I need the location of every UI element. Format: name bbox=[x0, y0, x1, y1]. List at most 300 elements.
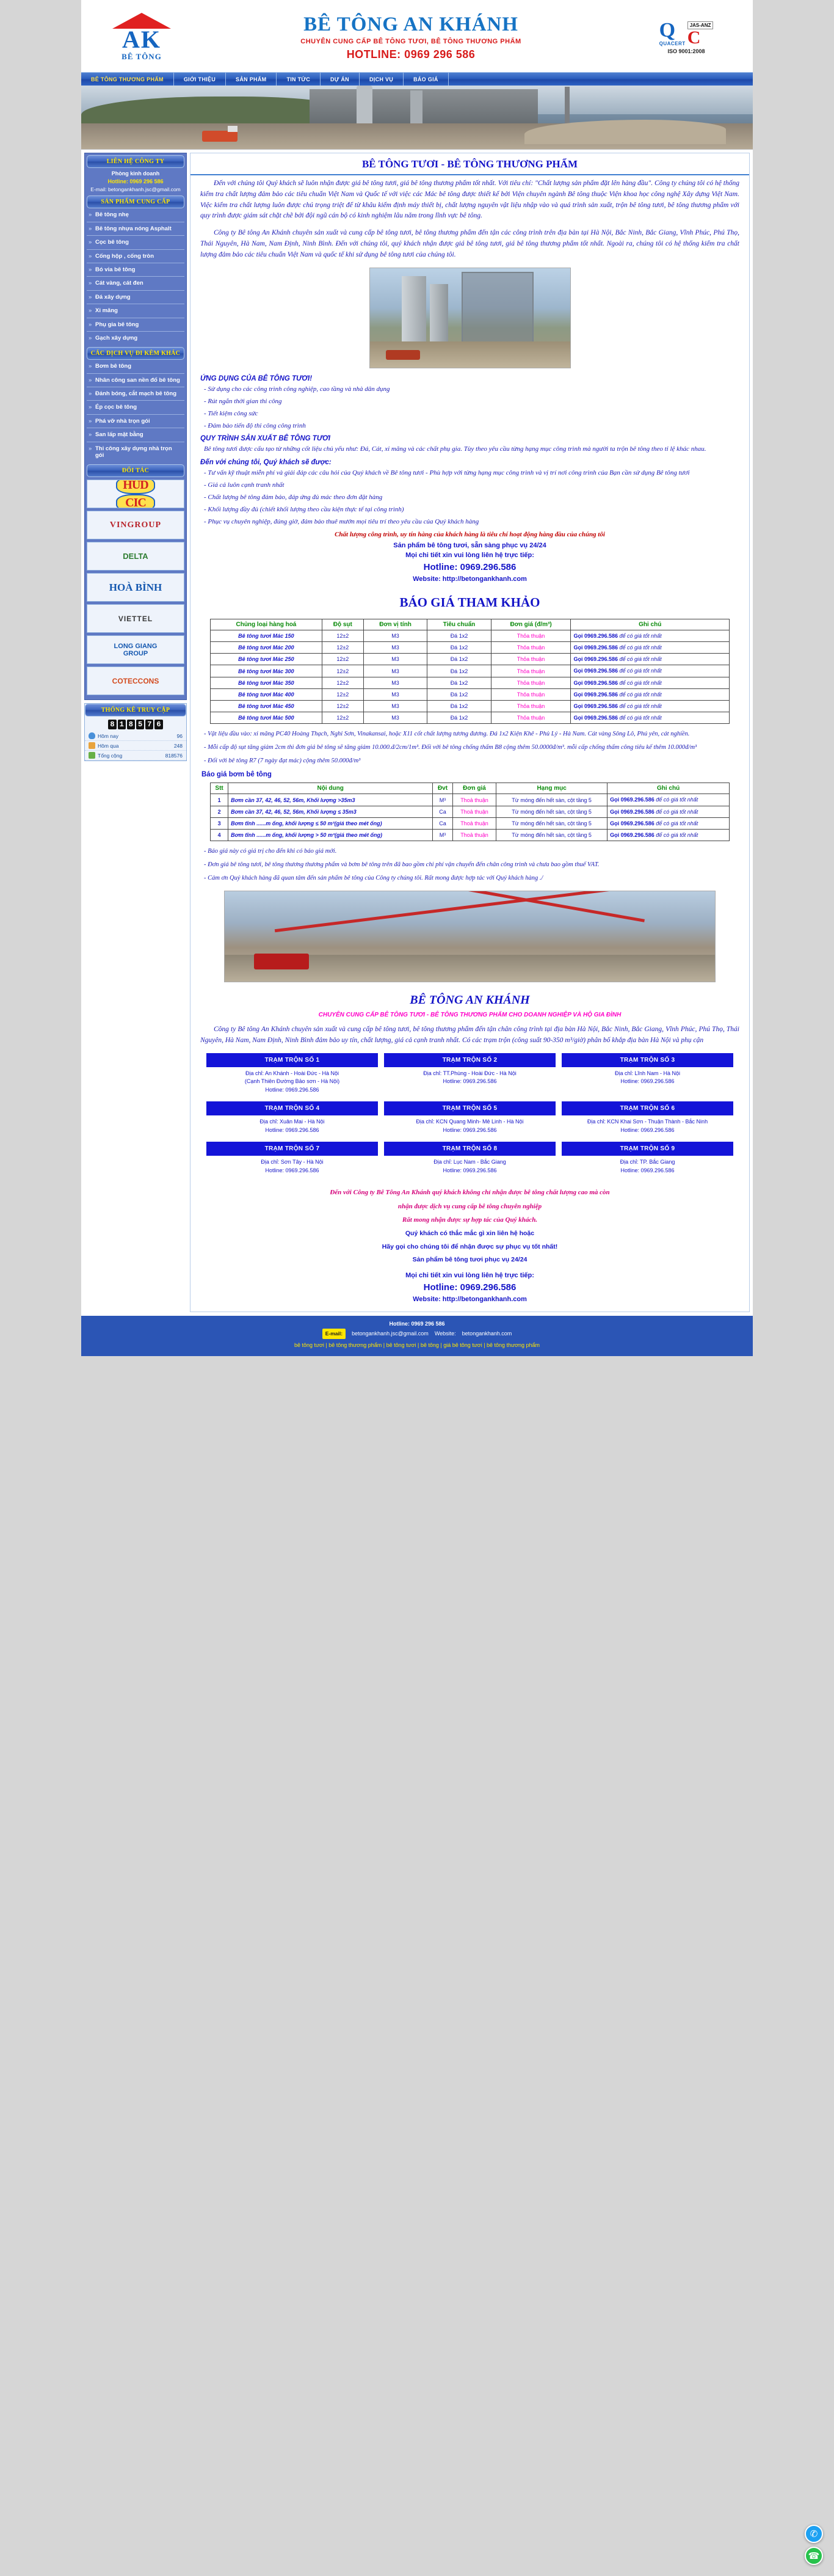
station-hotline-1[interactable]: Hotline: 0969.296.586 bbox=[443, 1078, 497, 1085]
station-info-8 bbox=[562, 1156, 733, 1180]
sidebar-service-item-6 bbox=[87, 442, 184, 462]
price-cell-note-0: Gọi 0969.296.586 để có giá tốt nhất bbox=[571, 630, 730, 642]
price-note-phone-7[interactable]: Gọi 0969.296.586 bbox=[573, 715, 618, 721]
partner-name-1 bbox=[110, 520, 161, 530]
pump-table-title: Báo giá bơm bê tông bbox=[201, 771, 272, 779]
station-hotline-8[interactable]: Hotline: 0969.296.586 bbox=[620, 1167, 675, 1173]
price-cell-name-7: Bê tông tươi Mác 500 bbox=[211, 712, 322, 724]
footer-keyword-links[interactable]: bê tông tươi | bê tông thương phẩm | bê tông tươi | bê tông | giá bê tông tươi | bê tông thương phẩm bbox=[294, 1341, 540, 1348]
price-note-0: - Vật liệu đầu vào: xi măng PC40 Hoàng Thạch, Nghi Sơn, Vinakansai, hoặc X11 cốt chất lượng tương đương. Đá 1x2 Kiện Khê - Phủ Lý - Hà Nam. Cát vàng Sông Lô, Phú yên, cát nghiền. bbox=[204, 731, 690, 738]
pump-cell-price-1: Thoả thuận bbox=[452, 806, 496, 817]
price-col-0: Chủng loại hàng hoá bbox=[211, 619, 322, 630]
footer-website-tag: Website: bbox=[434, 1330, 456, 1337]
pump-cell-price-3: Thoả thuận bbox=[452, 829, 496, 841]
price-cell-note-3: Gọi 0969.296.586 để có giá tốt nhất bbox=[571, 665, 730, 677]
stat-row-1 bbox=[85, 741, 186, 751]
pump-table-header-row bbox=[211, 783, 730, 794]
sidebar-product-item-9 bbox=[87, 332, 184, 345]
sidebar-product-link-6[interactable]: » Đá xây dựng bbox=[87, 291, 184, 304]
table-row bbox=[211, 665, 730, 677]
counter-digit-5: 6 bbox=[154, 720, 162, 729]
nav-filler bbox=[449, 73, 753, 86]
station-hotline-7[interactable]: Hotline: 0969.296.586 bbox=[443, 1167, 497, 1173]
table-row bbox=[211, 642, 730, 654]
price-cell-standard-2: Đá 1x2 bbox=[427, 654, 491, 665]
station-address-3: Địa chỉ: Xuân Mai - Hà Nội bbox=[259, 1118, 325, 1125]
pump-table-notes bbox=[190, 845, 749, 885]
table-row bbox=[211, 712, 730, 724]
price-cell-price-5: Thỏa thuận bbox=[491, 688, 571, 700]
batching-plant-photo bbox=[369, 268, 571, 368]
partner-label-4: VIETTEL bbox=[118, 614, 153, 623]
nav-item-4[interactable]: DỰ ÁN bbox=[321, 73, 360, 86]
main-hotline-1[interactable]: Hotline: 0969.296.586 bbox=[423, 562, 517, 573]
station-info-5 bbox=[562, 1115, 733, 1139]
footer-hotline[interactable]: Hotline: 0969 296 586 bbox=[389, 1321, 445, 1327]
sidebar-product-item-7 bbox=[87, 304, 184, 318]
company-logo[interactable] bbox=[90, 13, 194, 62]
process-text: Bê tông tươi được cấu tạo từ những cốt liệu chủ yếu như: Đá, Cát, xi măng và các chất phụ gia. Tùy theo yêu cầu từng hạng mục công trình mà người ta trộn bê tông theo tỉ lệ khác nhau. bbox=[204, 445, 706, 453]
station-button-7[interactable]: TRẠM TRỘN SỐ 8 bbox=[384, 1142, 556, 1156]
price-cell-standard-3: Đá 1x2 bbox=[427, 665, 491, 677]
price-cell-unit-0: M3 bbox=[363, 630, 427, 642]
sidebar-product-item-5 bbox=[87, 277, 184, 290]
benefit-item-2: - Chất lượng bê tông đảm bảo, đáp ứng đủ mác theo đơn đặt hàng bbox=[204, 494, 383, 502]
partner-name-2 bbox=[123, 552, 148, 561]
price-cell-note-2: Gọi 0969.296.586 để có giá tốt nhất bbox=[571, 654, 730, 665]
nav-item-1[interactable]: GIỚI THIỆU bbox=[174, 73, 226, 86]
contact-email[interactable]: E-mail: betongankhanh.jsc@gmail.com bbox=[90, 186, 181, 193]
partner-label-1: VINGROUP bbox=[109, 520, 162, 530]
price-cell-slump-2: 12±2 bbox=[322, 654, 363, 665]
pump-cell-price-2: Thoả thuận bbox=[452, 817, 496, 829]
price-table-title: BÁO GIÁ THAM KHẢO bbox=[399, 595, 540, 610]
logo-subtext: BÊ TÔNG bbox=[121, 52, 162, 61]
sidebar-service-link-3[interactable]: » Ép cọc bê tông bbox=[87, 401, 184, 414]
benefit-item-4: - Phục vụ chuyên nghiệp, đúng giờ, đảm bảo thuê mướn mọi tiêu trí theo yêu cầu của Quý khách hàng bbox=[204, 518, 479, 526]
body-wrapper bbox=[81, 150, 753, 1312]
sidebar-partners-header: ĐỐI TÁC bbox=[87, 464, 184, 477]
partner-sublabel-0: CIC bbox=[116, 494, 154, 509]
sidebar-product-link-0[interactable]: » Bê tông nhẹ bbox=[87, 208, 184, 221]
sidebar-product-item-8 bbox=[87, 318, 184, 332]
station-address-6: Địa chỉ: Sơn Tây - Hà Nội bbox=[261, 1159, 324, 1166]
partner-label-3: HOÀ BÌNH bbox=[109, 581, 162, 593]
pump-cell-note-2: Gọi 0969.296.586 để có giá tốt nhất bbox=[607, 817, 730, 829]
price-cell-name-0: Bê tông tươi Mác 150 bbox=[211, 630, 322, 642]
table-row bbox=[211, 794, 730, 806]
partner-logo-4[interactable] bbox=[87, 604, 184, 633]
pump-col-0: Stt bbox=[211, 783, 228, 794]
banner-mixer-truck bbox=[202, 131, 238, 142]
sidebar-product-link-7[interactable]: » Xi măng bbox=[87, 304, 184, 317]
closing-line-2: nhận được dịch vụ cung cấp bê tông chuyên nghiệp bbox=[397, 1202, 542, 1210]
price-cell-name-3: Bê tông tươi Mác 300 bbox=[211, 665, 322, 677]
sidebar-service-link-6[interactable]: » Thi công xây dựng nhà trọn gói bbox=[87, 442, 184, 462]
site-footer bbox=[81, 1316, 753, 1356]
sidebar bbox=[84, 153, 187, 764]
price-cell-note-4: Gọi 0969.296.586 để có giá tốt nhất bbox=[571, 677, 730, 688]
table-row bbox=[211, 817, 730, 829]
price-note-phone-5[interactable]: Gọi 0969.296.586 bbox=[573, 691, 618, 698]
price-note-2: - Đối với bê tông R7 (7 ngày đạt mác) cộng thêm 50.000đ/m³ bbox=[204, 757, 361, 764]
main-navigation[interactable] bbox=[81, 72, 753, 86]
price-cell-note-7: Gọi 0969.296.586 để có giá tốt nhất bbox=[571, 712, 730, 724]
service-availability: Sản phẩm bê tông tươi, sẵn sàng phục vụ 24/24 bbox=[393, 542, 546, 550]
price-cell-standard-0: Đá 1x2 bbox=[427, 630, 491, 642]
jasanz-label: JAS-ANZ bbox=[687, 21, 714, 29]
station-button-0[interactable]: TRẠM TRỘN SỐ 1 bbox=[206, 1053, 378, 1067]
pump-table-body bbox=[211, 794, 730, 841]
sidebar-product-item-4 bbox=[87, 263, 184, 277]
nav-item-5[interactable]: DỊCH VỤ bbox=[360, 73, 404, 86]
station-info-1 bbox=[384, 1067, 556, 1091]
sidebar-products-header: SẢN PHẨM CUNG CẤP bbox=[87, 195, 184, 208]
chat-icon[interactable]: ✆ bbox=[805, 2525, 823, 2543]
price-cell-note-1: Gọi 0969.296.586 để có giá tốt nhất bbox=[571, 642, 730, 654]
sidebar-partners-list bbox=[87, 477, 184, 695]
footer-contact-row bbox=[87, 1329, 747, 1338]
price-col-3: Tiêu chuẩn bbox=[427, 619, 491, 630]
station-hotline-3[interactable]: Hotline: 0969.296.586 bbox=[265, 1126, 319, 1133]
sidebar-product-item-1 bbox=[87, 222, 184, 236]
station-cell-2 bbox=[562, 1053, 733, 1100]
table-row bbox=[211, 677, 730, 688]
iso-label: ISO 9001:2008 bbox=[667, 48, 705, 54]
concrete-pump-photo bbox=[224, 891, 716, 982]
pump-cell-stt-0: 1 bbox=[211, 794, 228, 806]
station-info-0 bbox=[206, 1067, 378, 1100]
pump-note-0: - Báo giá này có giá trị cho đến khi có báo giá mới. bbox=[204, 848, 337, 855]
price-cell-slump-0: 12±2 bbox=[322, 630, 363, 642]
price-note-phone-4[interactable]: Gọi 0969.296.586 bbox=[573, 679, 618, 686]
header-center bbox=[194, 13, 628, 61]
partner-logo-3[interactable] bbox=[87, 573, 184, 602]
quacert-logo bbox=[659, 20, 686, 46]
bottom-section-tagline: CHUYÊN CUNG CẤP BÊ TÔNG TƯƠI - BÊ TÔNG THƯƠNG PHẨM CHO DOANH NGHIỆP VÀ HỘ GIA ĐÌNH bbox=[318, 1012, 622, 1019]
sidebar-product-link-5[interactable]: » Cát vàng, cát đen bbox=[87, 277, 184, 290]
price-cell-price-7: Thỏa thuận bbox=[491, 712, 571, 724]
station-cell-0 bbox=[206, 1053, 378, 1100]
pump-cell-unit-0: M³ bbox=[433, 794, 453, 806]
mixing-stations-grid bbox=[190, 1049, 749, 1186]
stat-name-2: Tổng cộng bbox=[98, 752, 123, 759]
pump-note-1: - Đơn giá bê tông tươi, bê tông thương thương phẩm và bơm bê tông trên đã bao gồm chi phí vận chuyển đến chân công trình và chưa bao gồm thuế VAT. bbox=[204, 861, 600, 868]
counter-digit-1: 1 bbox=[118, 720, 126, 729]
pump-col-3: Đơn giá bbox=[452, 783, 496, 794]
counter-digit-4: 7 bbox=[145, 720, 153, 729]
price-cell-standard-7: Đá 1x2 bbox=[427, 712, 491, 724]
article-paragraph-1: Đến với chúng tôi Quý khách sẽ luôn nhận được giá bê tông tươi, giá bê tông thương phẩm tốt nhất. Với tiêu chí: "Chất lượng sản phẩm đặt lên hàng đầu". Công ty chúng tôi có hệ thống kiểm tra chất lượng đảm bảo các tiêu chuẩn Việt Nam và Quốc tế với việc các Mác bê tông được thiết kế bởi Viện chuyên ngành Bê tông thuộc Viện khoa học công nghệ Xây dựng Việt Nam. Việc kiểm tra chất lượng luôn được chú trọng triệt để từ khâu kiểm định máy thiết bị, chất lượng nguyên vật liệu nhập vào và quá trình sản xuất, trộn bê tông tươi, bê tông thương phẩm với quy trình được giám sát chặt chẽ bởi đội ngũ cán bộ có kinh nghiệm lâu năm trong lĩnh vực bê tông. bbox=[200, 180, 739, 220]
price-cell-unit-2: M3 bbox=[363, 654, 427, 665]
station-button-2[interactable]: TRẠM TRỘN SỐ 3 bbox=[562, 1053, 733, 1067]
price-cell-price-3: Thỏa thuận bbox=[491, 665, 571, 677]
counter-digit-2: 8 bbox=[127, 720, 135, 729]
partner-name-6 bbox=[112, 677, 159, 685]
price-cell-note-6: Gọi 0969.296.586 để có giá tốt nhất bbox=[571, 700, 730, 712]
main-website-1[interactable]: Website: http://betongankhanh.com bbox=[413, 575, 527, 583]
price-note-phone-3[interactable]: Gọi 0969.296.586 bbox=[573, 668, 618, 674]
sidebar-contact-block bbox=[84, 153, 187, 700]
price-cell-price-2: Thỏa thuận bbox=[491, 654, 571, 665]
price-cell-price-0: Thỏa thuận bbox=[491, 630, 571, 642]
footer-email-tag: E-mail: bbox=[322, 1329, 346, 1338]
pump-note-phone-3[interactable]: Gọi 0969.296.586 bbox=[610, 831, 655, 838]
stat-row-2 bbox=[85, 751, 186, 761]
pump-note-phone-1[interactable]: Gọi 0969.296.586 bbox=[610, 808, 655, 815]
partner-name-5 bbox=[114, 643, 158, 657]
price-cell-name-1: Bê tông tươi Mác 200 bbox=[211, 642, 322, 654]
price-note-phone-2[interactable]: Gọi 0969.296.586 bbox=[573, 656, 618, 663]
pump-cell-item-2: Từ móng đến hết sàn, cột tầng 5 bbox=[496, 817, 607, 829]
price-cell-price-6: Thỏa thuận bbox=[491, 700, 571, 712]
price-note-phone-6[interactable]: Gọi 0969.296.586 bbox=[573, 702, 618, 709]
pump-cell-content-3: Bơm tĩnh ......m ống, khối lượng > 50 m³(giá theo mét ống) bbox=[228, 829, 433, 841]
quality-slogan: Chất lượng công trình, uy tín hàng của khách hàng là tiêu chí hoạt động hàng đầu của chúng tôi bbox=[335, 531, 605, 539]
price-cell-name-5: Bê tông tươi Mác 400 bbox=[211, 688, 322, 700]
station-address-7: Địa chỉ: Lục Nam - Bắc Giang bbox=[433, 1159, 506, 1166]
sidebar-service-item-5 bbox=[87, 428, 184, 442]
price-note-1: - Mỗi cấp độ sụt tăng giảm 2cm thì đơn giá bê tông sẽ tăng giảm 10.000.đ/2cm/1m³. Đối với bê tông chống thấm B8 cộng thêm 50.0000đ/m³. mỗi cấp chống thấm công tiêu kế thêm 10.000đ/m³ bbox=[204, 743, 697, 751]
price-cell-price-1: Thỏa thuận bbox=[491, 642, 571, 654]
sum-icon bbox=[89, 752, 95, 759]
price-cell-unit-3: M3 bbox=[363, 665, 427, 677]
counter-digit-0: 8 bbox=[108, 720, 116, 729]
nav-item-6[interactable]: BÁO GIÁ bbox=[404, 73, 449, 86]
stat-row-0 bbox=[85, 731, 186, 741]
usage-heading: ỨNG DỤNG CỦA BÊ TÔNG TƯƠI! bbox=[200, 374, 313, 382]
sidebar-product-link-2[interactable]: » Cọc bê tông bbox=[87, 236, 184, 249]
pump-col-2: Đvt bbox=[433, 783, 453, 794]
table-row bbox=[211, 688, 730, 700]
stat-label-wrap-2 bbox=[89, 752, 122, 759]
price-table-header-row bbox=[211, 619, 730, 630]
sidebar-contact-info bbox=[87, 168, 184, 195]
header-hotline[interactable]: HOTLINE: 0969 296 586 bbox=[346, 48, 476, 61]
price-cell-unit-1: M3 bbox=[363, 642, 427, 654]
pump-col-5: Ghi chú bbox=[607, 783, 730, 794]
pump-truck bbox=[254, 954, 309, 969]
sidebar-service-link-2[interactable]: » Đánh bóng, cắt mạch bê tông bbox=[87, 387, 184, 400]
phone-icon[interactable]: ☎ bbox=[805, 2547, 823, 2565]
sidebar-product-link-9[interactable]: » Gạch xây dựng bbox=[87, 332, 184, 345]
sidebar-contact-header: LIÊN HỆ CÔNG TY bbox=[87, 155, 184, 168]
partner-logo-2[interactable] bbox=[87, 542, 184, 571]
sidebar-service-item-2 bbox=[87, 387, 184, 401]
process-heading: QUY TRÌNH SẢN XUẤT BÊ TÔNG TƯƠI bbox=[200, 435, 330, 443]
station-info-3 bbox=[206, 1115, 378, 1139]
partner-logo-5[interactable] bbox=[87, 635, 184, 664]
table-row bbox=[211, 829, 730, 841]
price-note-phone-0[interactable]: Gọi 0969.296.586 bbox=[573, 633, 618, 640]
benefit-item-0: - Tư vấn kỹ thuật miễn phí và giải đáp các câu hỏi của Quý khách về Bê tông tươi - Phù hợp với từng hạng mục công trình và vị trí nơi công trình của Bạn cần sử dụng Bê tông tươi bbox=[204, 469, 690, 477]
partner-logo-6[interactable] bbox=[87, 666, 184, 695]
hero-banner-image bbox=[81, 86, 753, 150]
quacert-label: QUACERT bbox=[659, 41, 686, 46]
pump-col-4: Hạng mục bbox=[496, 783, 607, 794]
pump-note-phone-0[interactable]: Gọi 0969.296.586 bbox=[610, 797, 655, 803]
pump-price-table bbox=[210, 783, 730, 841]
partner-label-2: DELTA bbox=[123, 552, 148, 561]
price-col-4: Đơn giá (đ/m³) bbox=[491, 619, 571, 630]
price-cell-slump-6: 12±2 bbox=[322, 700, 363, 712]
price-cell-standard-4: Đá 1x2 bbox=[427, 677, 491, 688]
sidebar-product-link-8[interactable]: » Phụ gia bê tông bbox=[87, 318, 184, 331]
pump-cell-price-0: Thoả thuận bbox=[452, 794, 496, 806]
stat-name-1: Hôm qua bbox=[98, 742, 119, 749]
price-cell-note-5: Gọi 0969.296.586 để có giá tốt nhất bbox=[571, 688, 730, 700]
price-cell-unit-6: M3 bbox=[363, 700, 427, 712]
station-hotline-6[interactable]: Hotline: 0969.296.586 bbox=[265, 1167, 319, 1173]
user-icon bbox=[89, 732, 95, 739]
site-title: BÊ TÔNG AN KHÁNH bbox=[303, 13, 518, 35]
station-hotline-4[interactable]: Hotline: 0969.296.586 bbox=[443, 1126, 497, 1133]
stat-value-0: 96 bbox=[176, 732, 183, 739]
bottom-section-title: BÊ TÔNG AN KHÁNH bbox=[410, 993, 530, 1007]
partner-name-3 bbox=[109, 582, 162, 594]
station-cell-8 bbox=[562, 1142, 733, 1180]
sidebar-product-item-0 bbox=[87, 208, 184, 222]
plant-structure bbox=[462, 272, 534, 351]
pump-cell-content-1: Bơm cần 37, 42, 46, 52, 56m, Khối lượng ≤ 35m3 bbox=[228, 806, 433, 817]
station-info-4 bbox=[384, 1115, 556, 1139]
pump-cell-content-2: Bơm tĩnh ......m ống, khối lượng ≤ 50 m³(giá theo mét ống) bbox=[228, 817, 433, 829]
station-button-5[interactable]: TRẠM TRỘN SỐ 6 bbox=[562, 1101, 733, 1115]
station-hotline-2[interactable]: Hotline: 0969.296.586 bbox=[620, 1078, 675, 1085]
station-button-1[interactable]: TRẠM TRỘN SỐ 2 bbox=[384, 1053, 556, 1067]
article-paragraph-2: Công ty Bê tông An Khánh chuyên sản xuất và cung cấp bê tông tươi, bê tông thương phẩm đến tận các công trình trên địa bàn tại Hà Nội, Bắc Ninh, Bắc Giang, Vĩnh Phúc, Phú Thọ, Thái Nguyên, Hà Nam, Nam Định, Ninh Bình. Đến với chúng tôi, quý khách nhận được giá bê tông tươi, giá bê tông thương phẩm tốt nhất. Ngoài ra, chúng tôi có hệ thống kiểm tra chất lượng đảm bảo các tiêu chuẩn Việt Nam và quốc tế khi sử dụng bê tông tươi của chúng tôi. bbox=[200, 229, 739, 258]
partner-name-4 bbox=[118, 615, 153, 623]
jasanz-logo bbox=[687, 21, 714, 46]
station-address-0: Địa chỉ: An Khánh - Hoài Đức - Hà Nội bbox=[245, 1070, 339, 1076]
contact-hotline[interactable]: Hotline: 0969 296 586 bbox=[107, 178, 164, 185]
certification-block bbox=[628, 20, 744, 54]
station-button-8[interactable]: TRẠM TRỘN SỐ 9 bbox=[562, 1142, 733, 1156]
station-cell-5 bbox=[562, 1101, 733, 1139]
main-content bbox=[190, 153, 750, 1312]
station-cell-7 bbox=[384, 1142, 556, 1180]
sidebar-stats-block bbox=[84, 703, 187, 761]
sidebar-services-header: CÁC DỊCH VỤ ĐI KÈM KHÁC bbox=[87, 347, 184, 360]
benefits-heading: Đến với chúng tôi, Quý khách sẽ được: bbox=[200, 459, 332, 467]
price-note-phone-1[interactable]: Gọi 0969.296.586 bbox=[573, 644, 618, 651]
sidebar-product-link-3[interactable]: » Cống hộp , cống tròn bbox=[87, 250, 184, 263]
sidebar-product-item-3 bbox=[87, 250, 184, 263]
footer-website[interactable]: betongankhanh.com bbox=[462, 1330, 512, 1337]
nav-item-2[interactable]: SẢN PHẨM bbox=[226, 73, 277, 86]
contact-dept: Phòng kinh doanh bbox=[111, 170, 160, 177]
stat-label-wrap-1 bbox=[89, 742, 119, 749]
main-website-2[interactable]: Website: http://betongankhanh.com bbox=[413, 1296, 527, 1304]
plant-silo-2 bbox=[430, 284, 448, 350]
usage-item-0: - Sử dụng cho các công trình công nghiệp, cao tầng và nhà dân dụng bbox=[204, 385, 390, 393]
benefit-item-3: - Khối lượng đầy đủ (chiết khối lượng theo cầu kiện thực tế tại công trình) bbox=[204, 506, 404, 514]
sidebar-service-link-5[interactable]: » San lấp mặt bằng bbox=[87, 428, 184, 441]
station-address-8: Địa chỉ: TP. Bắc Giang bbox=[620, 1159, 675, 1166]
nav-item-0[interactable]: BÊ TÔNG THƯƠNG PHẨM bbox=[81, 73, 174, 86]
price-table-notes bbox=[190, 728, 749, 767]
price-cell-name-4: Bê tông tươi Mác 350 bbox=[211, 677, 322, 688]
price-cell-name-6: Bê tông tươi Mác 450 bbox=[211, 700, 322, 712]
price-cell-unit-5: M3 bbox=[363, 688, 427, 700]
price-cell-price-4: Thỏa thuận bbox=[491, 677, 571, 688]
price-cell-name-2: Bê tông tươi Mác 250 bbox=[211, 654, 322, 665]
usage-item-3: - Đảm bảo tiến độ thi công công trình bbox=[204, 421, 306, 429]
partner-logo-1[interactable] bbox=[87, 511, 184, 539]
station-button-6[interactable]: TRẠM TRỘN SỐ 7 bbox=[206, 1142, 378, 1156]
station-cell-1 bbox=[384, 1053, 556, 1100]
sidebar-service-link-1[interactable]: » Nhân công san nền đổ bê tông bbox=[87, 374, 184, 387]
pump-col-1: Nội dung bbox=[228, 783, 433, 794]
benefit-item-1: - Giá cả luôn cạnh tranh nhất bbox=[204, 481, 285, 489]
station-cell-4 bbox=[384, 1101, 556, 1139]
stat-value-1: 248 bbox=[173, 742, 183, 749]
footer-email[interactable]: betongankhanh.jsc@gmail.com bbox=[352, 1330, 429, 1337]
pump-cell-unit-2: Ca bbox=[433, 817, 453, 829]
partner-label-6: COTECCONS bbox=[112, 676, 159, 685]
station-hotline-0[interactable]: Hotline: 0969.296.586 bbox=[265, 1086, 319, 1093]
station-info-7 bbox=[384, 1156, 556, 1180]
pump-note-phone-2[interactable]: Gọi 0969.296.586 bbox=[610, 820, 655, 826]
pump-cell-item-0: Từ móng đến hết sàn, cột tầng 5 bbox=[496, 794, 607, 806]
sidebar-service-link-4[interactable]: » Phá vỡ nhà trọn gói bbox=[87, 415, 184, 428]
usage-item-1: - Rút ngắn thời gian thi công bbox=[204, 397, 282, 405]
table-row bbox=[211, 654, 730, 665]
price-col-5: Ghi chú bbox=[571, 619, 730, 630]
sidebar-products-list bbox=[87, 208, 184, 345]
jasanz-c-icon: C bbox=[687, 27, 701, 48]
partner-sublabel-5: GROUP bbox=[123, 649, 148, 657]
logo-initials: AK bbox=[122, 26, 161, 53]
pump-boom-1 bbox=[275, 891, 626, 932]
partner-logo-0[interactable] bbox=[87, 480, 184, 508]
sidebar-services-list bbox=[87, 360, 184, 462]
price-col-1: Độ sụt bbox=[322, 619, 363, 630]
pump-cell-stt-1: 2 bbox=[211, 806, 228, 817]
nav-item-3[interactable]: TIN TỨC bbox=[277, 73, 321, 86]
station-button-3[interactable]: TRẠM TRỘN SỐ 4 bbox=[206, 1101, 378, 1115]
price-cell-unit-4: M3 bbox=[363, 677, 427, 688]
table-row bbox=[211, 630, 730, 642]
quacert-q-icon: Q bbox=[659, 19, 676, 42]
counter-digit-3: 5 bbox=[136, 720, 144, 729]
station-button-4[interactable]: TRẠM TRỘN SỐ 5 bbox=[384, 1101, 556, 1115]
sidebar-product-link-4[interactable]: » Bó vỉa bê tông bbox=[87, 263, 184, 276]
station-cell-3 bbox=[206, 1101, 378, 1139]
sidebar-product-item-2 bbox=[87, 236, 184, 249]
pump-cell-note-0: Gọi 0969.296.586 để có giá tốt nhất bbox=[607, 794, 730, 806]
closing-line-1: Đến với Công ty Bê Tông An Khánh quý khách không chỉ nhận được bê tông chất lượng cao mà còn bbox=[330, 1189, 610, 1197]
stat-label-wrap-0 bbox=[89, 732, 118, 739]
sidebar-service-link-0[interactable]: » Bơm bê tông bbox=[87, 360, 184, 373]
price-table-body bbox=[211, 630, 730, 724]
price-col-2: Đơn vị tính bbox=[363, 619, 427, 630]
visitor-stats-list bbox=[85, 731, 186, 761]
pump-note-2: - Cảm ơn Quý khách hàng đã quan tâm đến sản phẩm bê tông của Công ty chúng tôi. Rất mong được hợp tác với Quý khách hàng ./ bbox=[204, 874, 543, 881]
station-hotline-5[interactable]: Hotline: 0969.296.586 bbox=[620, 1126, 675, 1133]
station-address-4: Địa chỉ: KCN Quang Minh- Mê Linh - Hà Nội bbox=[416, 1118, 524, 1125]
closing-line-4: Quý khách có thắc mắc gì xin liên hệ hoặc bbox=[405, 1229, 535, 1237]
main-hotline-2[interactable]: Hotline: 0969.296.586 bbox=[423, 1282, 517, 1293]
stat-name-0: Hôm nay bbox=[98, 732, 119, 739]
pump-cell-content-0: Bơm cần 37, 42, 46, 52, 56m, Khối lượng >35m3 bbox=[228, 794, 433, 806]
site-subtitle: CHUYÊN CUNG CẤP BÊ TÔNG TƯƠI, BÊ TÔNG THƯƠNG PHẨM bbox=[300, 38, 521, 46]
sidebar-product-link-1[interactable]: » Bê tông nhựa nóng Asphalt bbox=[87, 222, 184, 235]
price-cell-standard-6: Đá 1x2 bbox=[427, 700, 491, 712]
station-address-2: Địa chỉ: Lĩnh Nam - Hà Nội bbox=[614, 1070, 681, 1076]
usage-list bbox=[190, 384, 749, 432]
closing-line-6: Sản phẩm bê tông tươi phục vụ 24/24 bbox=[412, 1256, 528, 1264]
